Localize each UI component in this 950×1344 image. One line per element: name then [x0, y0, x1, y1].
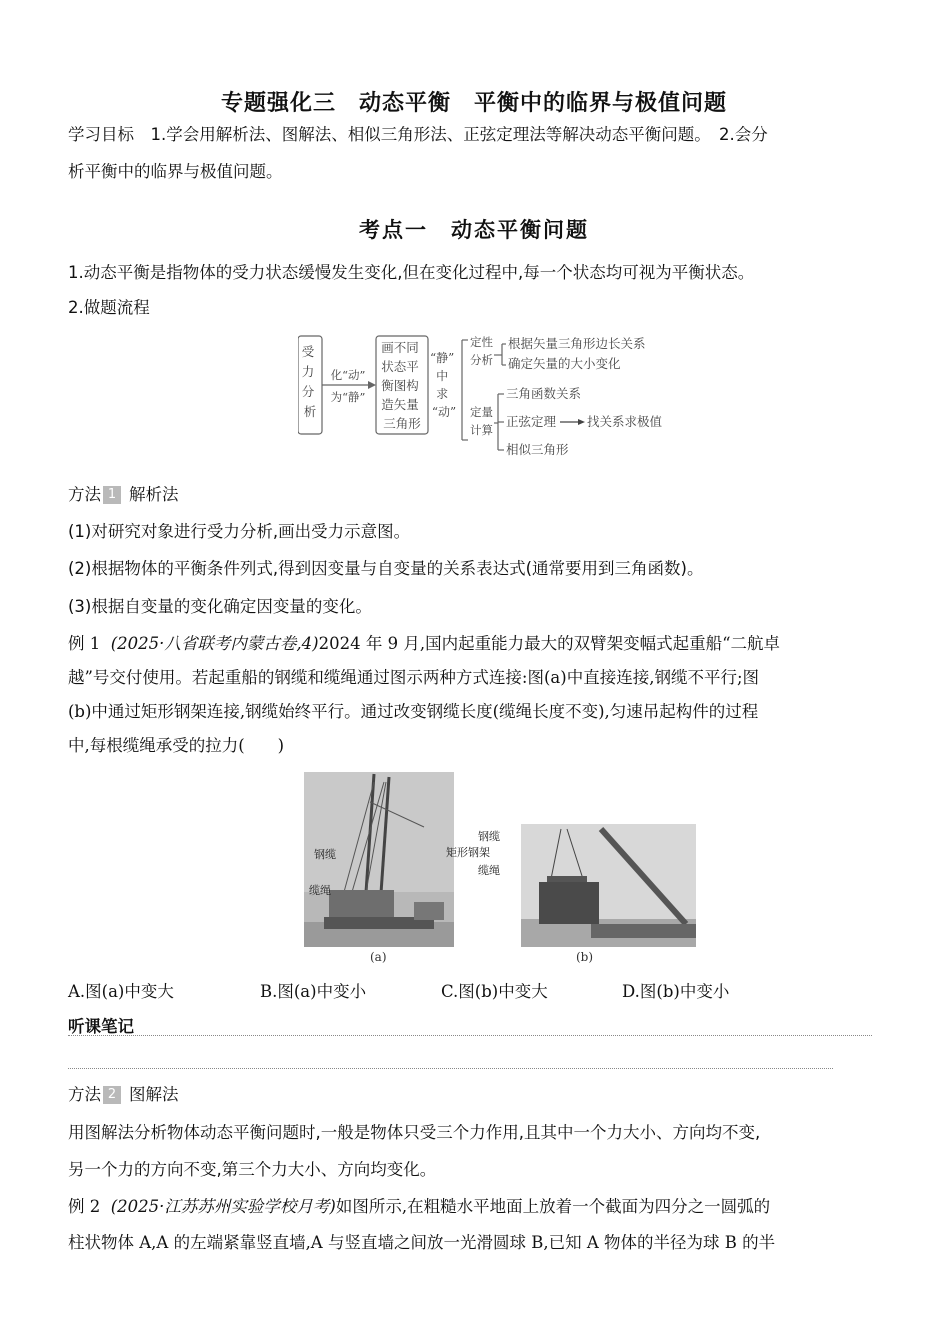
notes-label: 听课笔记 — [68, 1017, 134, 1036]
option-c[interactable]: C.图(b)中变大 — [441, 982, 548, 1001]
box1-char: 力 — [301, 364, 315, 379]
method2-prefix: 方法 — [68, 1085, 101, 1104]
flowchart — [298, 330, 698, 474]
middle-line: “动” — [431, 405, 457, 419]
section-paragraph-2: 2.做题流程 — [68, 298, 150, 317]
middle-line: “静” — [429, 351, 455, 365]
example2-source: (2025·江苏苏州实验学校月考) — [110, 1197, 336, 1216]
branch2-item: 正弦定理 — [506, 414, 557, 429]
fig-b-label: 钢缆 — [478, 830, 500, 843]
example2-line1 — [68, 1190, 880, 1224]
arrow1-top-label: 化“动” — [330, 368, 366, 382]
example2-label: 例 2 — [68, 1197, 101, 1216]
fig-a-label: 缆绳 — [309, 884, 331, 897]
box2-line: 三角形 — [383, 416, 421, 431]
fig-a-label: 钢缆 — [314, 848, 336, 861]
branch2-label: 定量 计算 — [470, 405, 493, 437]
box2-line: 画不同 — [381, 340, 419, 355]
arrow-head-2 — [578, 419, 585, 425]
branch2-item: 找关系求极值 — [587, 414, 663, 429]
box1-text — [302, 344, 319, 419]
flowchart-diagram — [298, 330, 698, 470]
branch1-label: 定性 分析 — [470, 335, 493, 367]
box1-char: 受 — [301, 344, 315, 359]
figure-b — [446, 824, 696, 964]
branch2-item: 相似三角形 — [506, 442, 569, 457]
method1-step: (2)根据物体的平衡条件列式,得到因变量与自变量的关系表达式(通常要用到三角函数)。 — [68, 559, 704, 578]
example1-line1 — [68, 627, 880, 661]
box2-text — [381, 340, 423, 431]
example1-text: 2024 年 9 月,国内起重能力最大的双臂架变幅式起重船“二航卓 — [318, 634, 781, 653]
example2-line2: 柱状物体 A,A 的左端紧靠竖直墙,A 与竖直墙之间放一光滑圆球 B,已知 A 物体的半径为球 B 的半 — [68, 1233, 776, 1252]
method1-heading — [68, 480, 880, 510]
fig-b-caption: (b) — [576, 950, 594, 964]
arrow1-bottom-label: 为“静” — [330, 390, 366, 404]
section-heading: 考点一 动态平衡问题 — [359, 218, 589, 242]
arrow-head-1 — [368, 381, 376, 389]
method2-line1: 用图解法分析物体动态平衡问题时,一般是物体只受三个力作用,且其中一个力大小、方向均不变, — [68, 1123, 761, 1142]
example1-line4: 中,每根缆绳承受的拉力( ) — [68, 736, 285, 755]
learning-goals — [68, 120, 880, 150]
box2-line: 状态平 — [381, 359, 419, 374]
method2-heading — [68, 1080, 880, 1110]
method2-line2: 另一个力的方向不变,第三个力大小、方向均变化。 — [68, 1160, 437, 1179]
example1-line3: (b)中通过矩形钢架连接,钢缆始终平行。通过改变钢缆长度(缆绳长度不变),匀速吊起构件的过程 — [68, 702, 759, 721]
example1-label: 例 1 — [68, 634, 101, 653]
notes-line[interactable] — [68, 1068, 833, 1069]
fig-b-label: 缆绳 — [478, 864, 500, 877]
middle-line: 中 — [436, 369, 449, 383]
notes-line[interactable] — [68, 1035, 872, 1036]
middle-line: 求 — [436, 387, 449, 401]
example2-text: 如图所示,在粗糙水平地面上放着一个截面为四分之一圆弧的 — [335, 1197, 771, 1216]
goals-line1: 1.学会用解析法、图解法、相似三角形法、正弦定理法等解决动态平衡问题。 2.会分 — [150, 125, 768, 144]
method1-step: (3)根据自变量的变化确定因变量的变化。 — [68, 597, 372, 616]
crane-photo-b — [521, 824, 696, 947]
method1-name: 解析法 — [129, 485, 179, 504]
goals-label: 学习目标 — [68, 125, 134, 144]
method1-step: (1)对研究对象进行受力分析,画出受力示意图。 — [68, 522, 411, 541]
option-d[interactable]: D.图(b)中变小 — [622, 982, 730, 1001]
box2-line: 衡图构 — [381, 378, 419, 393]
figure-a — [304, 772, 454, 964]
branch2-item: 三角函数关系 — [506, 386, 582, 401]
middle-text — [430, 350, 458, 419]
method1-number-badge: 1 — [103, 486, 121, 504]
option-a[interactable]: A.图(a)中变大 — [68, 982, 174, 1001]
box1-char: 析 — [303, 404, 317, 419]
section-paragraph-1: 1.动态平衡是指物体的受力状态缓慢发生变化,但在变化过程中,每一个状态均可视为平衡状态。 — [68, 263, 755, 282]
branch1-item: 根据矢量三角形边长关系 — [508, 336, 646, 351]
goals-line2: 析平衡中的临界与极值问题。 — [68, 162, 283, 181]
fig-a-caption: (a) — [370, 950, 387, 964]
method1-prefix: 方法 — [68, 485, 101, 504]
method2-name: 图解法 — [129, 1085, 179, 1104]
method2-number-badge: 2 — [103, 1086, 121, 1104]
example1-line2: 越”号交付使用。若起重船的钢缆和缆绳通过图示两种方式连接:图(a)中直接连接,钢缆不平行;图 — [68, 668, 760, 687]
example1-source: (2025·八省联考内蒙古卷,4) — [110, 634, 319, 653]
branch1-item: 确定矢量的大小变化 — [508, 356, 621, 371]
page-title: 专题强化三 动态平衡 平衡中的临界与极值问题 — [220, 91, 727, 116]
box2-line: 造矢量 — [381, 397, 419, 412]
box1-char: 分 — [301, 384, 315, 399]
fig-b-label: 矩形钢架 — [446, 846, 490, 859]
option-b[interactable]: B.图(a)中变小 — [260, 982, 367, 1001]
